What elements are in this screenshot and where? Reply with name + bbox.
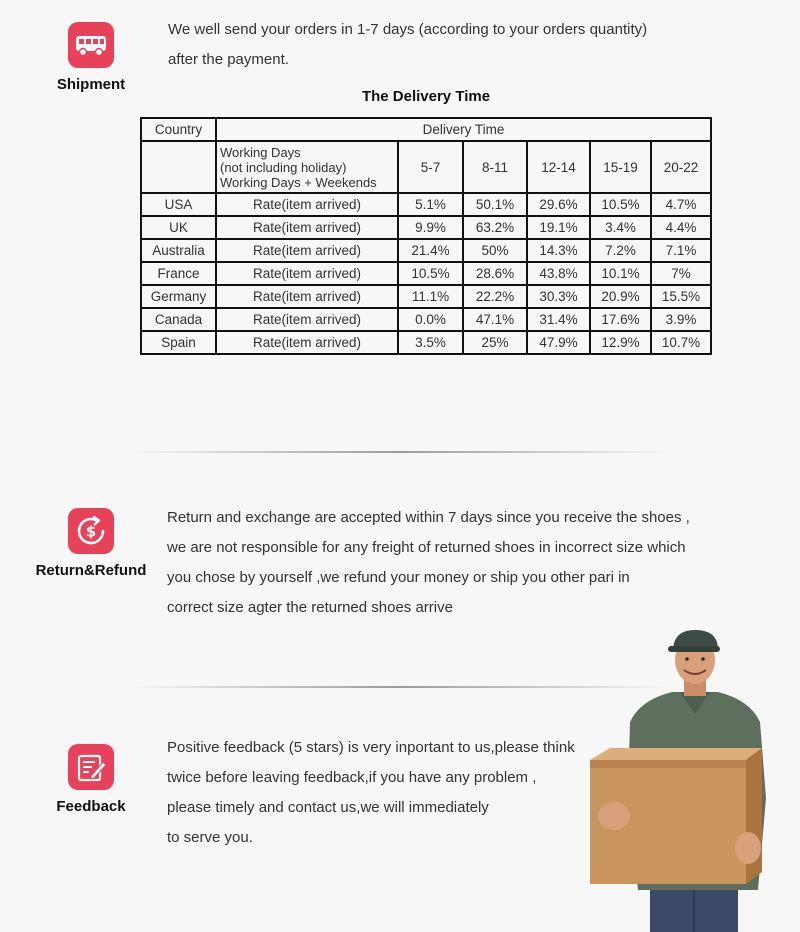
table-row bbox=[141, 216, 711, 239]
country-cell: UK bbox=[141, 216, 216, 239]
feedback-line: Positive feedback (5 stars) is very inportant to us,please think bbox=[167, 739, 575, 756]
rate-cell: 14.3% bbox=[527, 239, 590, 262]
rate-cell: 47.1% bbox=[463, 308, 527, 331]
rate-cell: 3.4% bbox=[590, 216, 651, 239]
shipment-line: We well send your orders in 1-7 days (according to your orders quantity) bbox=[168, 21, 648, 38]
range-cell: 8-11 bbox=[463, 141, 527, 193]
shipment-text bbox=[168, 15, 647, 75]
rate-cell: 12.9% bbox=[590, 331, 651, 354]
metric-cell: Rate(item arrived) bbox=[216, 193, 398, 216]
rate-cell: 17.6% bbox=[590, 308, 651, 331]
rate-cell: 22.2% bbox=[463, 285, 527, 308]
rate-cell: 0.0% bbox=[398, 308, 463, 331]
feedback-line: to serve you. bbox=[167, 829, 253, 846]
svg-text:$: $ bbox=[85, 522, 97, 541]
rate-cell: 7.2% bbox=[590, 239, 651, 262]
country-cell: Germany bbox=[141, 285, 216, 308]
shipment-line: after the payment. bbox=[168, 51, 289, 68]
rate-cell: 3.5% bbox=[398, 331, 463, 354]
rate-cell: 28.6% bbox=[463, 262, 527, 285]
country-cell: USA bbox=[141, 193, 216, 216]
table-row bbox=[141, 331, 711, 354]
return-line: Return and exchange are accepted within 7 days since you receive the shoes , bbox=[167, 509, 690, 526]
country-cell: Canada bbox=[141, 308, 216, 331]
rate-cell: 7% bbox=[651, 262, 711, 285]
table-subheader-row bbox=[141, 141, 711, 193]
header-country: Country bbox=[141, 118, 216, 141]
metric-cell: Rate(item arrived) bbox=[216, 239, 398, 262]
rate-cell: 7.1% bbox=[651, 239, 711, 262]
country-cell: Spain bbox=[141, 331, 216, 354]
delivery-time-table bbox=[140, 117, 712, 355]
rate-cell: 10.5% bbox=[398, 262, 463, 285]
subheader-empty bbox=[141, 141, 216, 193]
rate-cell: 9.9% bbox=[398, 216, 463, 239]
feedback-text bbox=[167, 733, 575, 853]
subheader-line: Working Days bbox=[220, 144, 301, 160]
section-divider bbox=[130, 451, 670, 453]
range-cell: 20-22 bbox=[651, 141, 711, 193]
shipment-icon-box bbox=[68, 22, 114, 68]
table-row bbox=[141, 262, 711, 285]
subheader-line: (not including holiday) bbox=[220, 159, 347, 175]
rate-cell: 15.5% bbox=[651, 285, 711, 308]
table-row bbox=[141, 285, 711, 308]
courier-illustration bbox=[580, 630, 800, 932]
table-header-row bbox=[141, 118, 711, 141]
subheader-working-days bbox=[216, 141, 398, 193]
metric-cell: Rate(item arrived) bbox=[216, 308, 398, 331]
refund-dollar-icon bbox=[74, 514, 108, 548]
range-cell: 12-14 bbox=[527, 141, 590, 193]
return-line: we are not responsible for any freight of returned shoes in incorrect size which bbox=[167, 539, 686, 556]
subheader-line: Working Days + Weekends bbox=[220, 174, 377, 190]
rate-cell: 10.7% bbox=[651, 331, 711, 354]
rate-cell: 43.8% bbox=[527, 262, 590, 285]
rate-cell: 30.3% bbox=[527, 285, 590, 308]
rate-cell: 20.9% bbox=[590, 285, 651, 308]
country-cell: France bbox=[141, 262, 216, 285]
table-row bbox=[141, 193, 711, 216]
rate-cell: 25% bbox=[463, 331, 527, 354]
rate-cell: 21.4% bbox=[398, 239, 463, 262]
feedback-label: Feedback bbox=[56, 798, 126, 815]
range-cell: 15-19 bbox=[590, 141, 651, 193]
rate-cell: 11.1% bbox=[398, 285, 463, 308]
refund-icon-box bbox=[68, 508, 114, 554]
feedback-icon-box bbox=[68, 744, 114, 790]
rate-cell: 50.1% bbox=[463, 193, 527, 216]
return-line: you chose by yourself ,we refund your money or ship you other pari in bbox=[167, 569, 630, 586]
feedback-line: twice before leaving feedback,if you have any problem , bbox=[167, 769, 537, 786]
metric-cell: Rate(item arrived) bbox=[216, 262, 398, 285]
rate-cell: 10.1% bbox=[590, 262, 651, 285]
rate-cell: 10.5% bbox=[590, 193, 651, 216]
return-line: correct size agter the returned shoes arrive bbox=[167, 599, 453, 616]
table-row bbox=[141, 239, 711, 262]
rate-cell: 3.9% bbox=[651, 308, 711, 331]
return-refund-label: Return&Refund bbox=[35, 562, 147, 579]
metric-cell: Rate(item arrived) bbox=[216, 285, 398, 308]
rate-cell: 63.2% bbox=[463, 216, 527, 239]
feedback-line: please timely and contact us,we will immediately bbox=[167, 799, 489, 816]
header-delivery-time: Delivery Time bbox=[216, 118, 711, 141]
metric-cell: Rate(item arrived) bbox=[216, 331, 398, 354]
rate-cell: 29.6% bbox=[527, 193, 590, 216]
country-cell: Australia bbox=[141, 239, 216, 262]
rate-cell: 47.9% bbox=[527, 331, 590, 354]
rate-cell: 4.4% bbox=[651, 216, 711, 239]
van-icon bbox=[74, 32, 108, 58]
rate-cell: 19.1% bbox=[527, 216, 590, 239]
edit-note-icon bbox=[74, 750, 108, 784]
return-refund-text bbox=[167, 503, 690, 623]
shipment-label: Shipment bbox=[56, 76, 126, 93]
rate-cell: 5.1% bbox=[398, 193, 463, 216]
rate-cell: 31.4% bbox=[527, 308, 590, 331]
range-cell: 5-7 bbox=[398, 141, 463, 193]
metric-cell: Rate(item arrived) bbox=[216, 216, 398, 239]
delivery-table-title: The Delivery Time bbox=[361, 88, 491, 105]
rate-cell: 50% bbox=[463, 239, 527, 262]
rate-cell: 4.7% bbox=[651, 193, 711, 216]
table-row bbox=[141, 308, 711, 331]
